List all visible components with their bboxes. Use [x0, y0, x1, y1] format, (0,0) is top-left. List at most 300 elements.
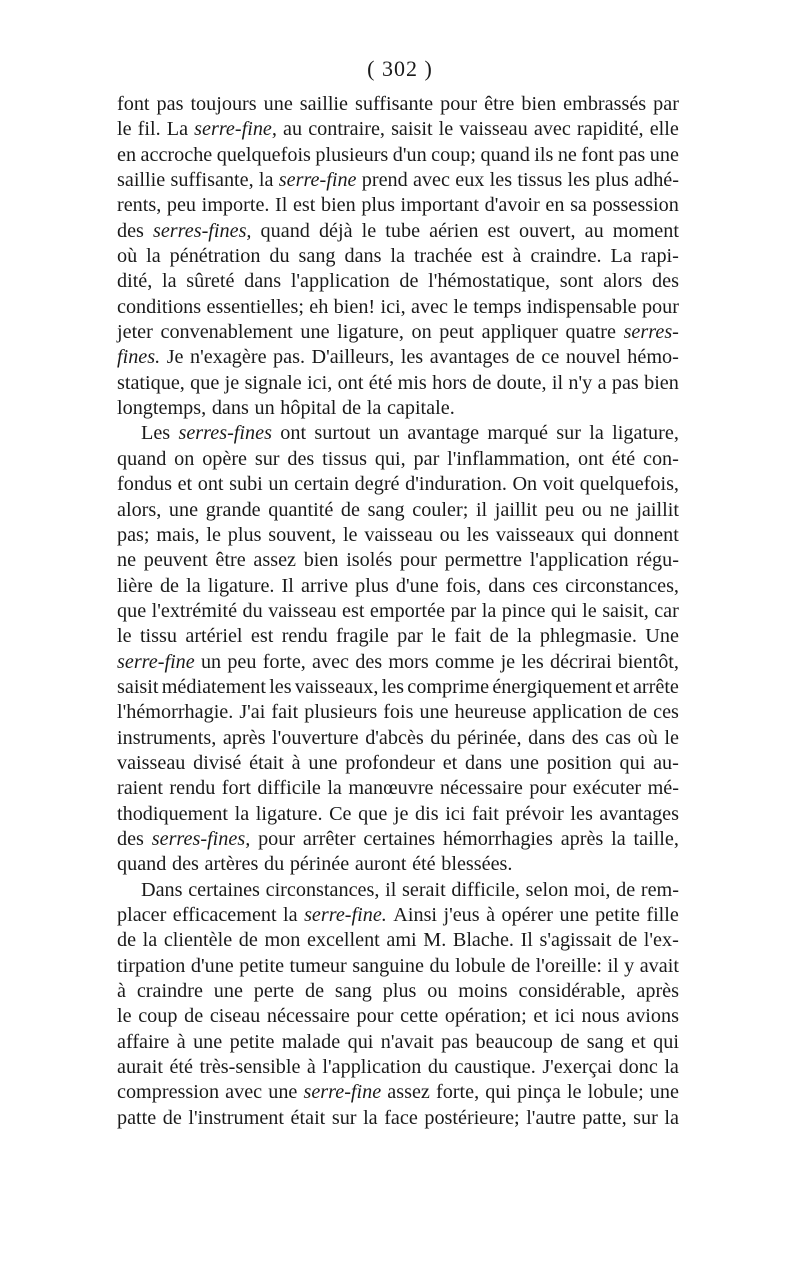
- word: mors: [388, 650, 429, 673]
- word: y: [624, 954, 635, 977]
- word: statique,: [117, 371, 185, 394]
- word: ont: [280, 422, 307, 445]
- word: forte,: [435, 1081, 480, 1104]
- word: ligature.: [255, 802, 323, 825]
- word: de: [511, 954, 531, 977]
- word: du: [430, 726, 451, 749]
- word: suffisante,: [170, 169, 254, 192]
- word: craindre.: [530, 245, 602, 268]
- word: des: [571, 726, 599, 749]
- word: Dans: [141, 878, 183, 901]
- word: ils: [534, 143, 554, 166]
- word: l'ex-: [643, 929, 679, 952]
- word: Les: [141, 422, 171, 445]
- word: excellent: [306, 929, 380, 952]
- word: phlegmasie.: [539, 625, 637, 648]
- word: Ce: [329, 802, 352, 825]
- word: le: [453, 295, 468, 318]
- word: ne: [117, 549, 137, 572]
- italic-word: serres-fines,: [151, 827, 251, 850]
- word: il: [475, 498, 488, 521]
- word: efficacement: [172, 904, 277, 926]
- word: été: [611, 447, 636, 470]
- word: signale: [244, 371, 302, 394]
- word: le: [438, 118, 454, 141]
- word: avantages: [429, 346, 510, 369]
- word: petite: [229, 1030, 275, 1053]
- word: ont: [197, 473, 224, 496]
- text-line: [117, 1004, 679, 1029]
- word: quatre: [565, 321, 616, 344]
- word: et: [615, 675, 630, 698]
- text-line: [117, 447, 679, 472]
- word: moi,: [573, 878, 611, 901]
- word: longtemps,: [117, 397, 207, 420]
- word: moins: [458, 980, 508, 1003]
- word: en: [117, 143, 137, 166]
- word: aurait: [117, 1056, 163, 1079]
- word: une: [300, 321, 330, 344]
- word: selon: [525, 878, 569, 901]
- word: pour: [440, 93, 478, 115]
- word: et: [631, 1030, 646, 1053]
- word: exécuter: [572, 777, 642, 800]
- word: con-: [643, 447, 679, 470]
- word: font: [117, 93, 150, 115]
- word: fait: [454, 625, 482, 648]
- word: contraire,: [308, 118, 385, 141]
- word: d'avoir: [484, 194, 540, 217]
- word: on: [411, 321, 432, 344]
- word: les: [269, 675, 292, 698]
- italic-word: serre-fine: [303, 1081, 382, 1104]
- word: coup;: [431, 143, 476, 166]
- word: des: [117, 827, 144, 850]
- word: l'application: [290, 270, 390, 293]
- word: quelquefois,: [579, 473, 679, 496]
- word: les: [489, 169, 513, 192]
- word: qui: [653, 1030, 679, 1053]
- italic-word: serre-fine: [117, 650, 195, 673]
- word: bien: [521, 93, 557, 115]
- text-line: [117, 1030, 679, 1055]
- word: nouvel: [565, 346, 621, 369]
- word: pour: [258, 827, 296, 850]
- word: quand: [117, 447, 167, 470]
- word: rendu: [281, 625, 328, 648]
- text-line: [117, 700, 679, 725]
- word: des: [117, 219, 144, 242]
- word: la: [142, 929, 158, 952]
- word: rapi-: [640, 245, 679, 268]
- word: s'agissait: [539, 929, 612, 952]
- word: la: [664, 1056, 679, 1079]
- word: la: [283, 904, 298, 926]
- word: marqué: [487, 422, 548, 445]
- word: important: [400, 194, 480, 217]
- word: l'instrument: [188, 1106, 284, 1129]
- word: où: [117, 245, 138, 268]
- word: tissus: [322, 447, 368, 470]
- word: raient: [117, 777, 163, 800]
- word: pas;: [117, 523, 150, 546]
- word: un: [200, 650, 222, 673]
- word: couler;: [412, 498, 469, 521]
- word: est: [250, 625, 274, 648]
- word: qui: [550, 599, 577, 622]
- word: de: [162, 1106, 182, 1129]
- word: ouvert,: [518, 219, 576, 242]
- word: à: [306, 1056, 316, 1079]
- word: périnée,: [457, 726, 522, 749]
- word: du: [269, 245, 290, 268]
- word: par: [413, 447, 440, 470]
- word: pas.: [273, 346, 306, 369]
- word: la: [327, 777, 342, 800]
- word: donnent: [613, 523, 679, 546]
- word: circonstances,: [265, 878, 380, 901]
- word: ne: [557, 143, 577, 166]
- word: plusieurs: [304, 701, 378, 724]
- word: une: [193, 1030, 223, 1053]
- word: je: [393, 802, 409, 825]
- word: peu: [166, 194, 197, 217]
- word: appliquer: [481, 321, 558, 344]
- word: de: [159, 574, 180, 597]
- word: été: [412, 853, 436, 876]
- word: ont: [337, 371, 364, 394]
- word: quelquefois: [216, 143, 311, 166]
- text-line: [117, 650, 679, 675]
- word: la: [481, 599, 497, 622]
- word: peu: [545, 498, 575, 521]
- text-line: [117, 396, 679, 421]
- word: pinça: [517, 1081, 561, 1104]
- word: de: [117, 929, 137, 952]
- word: était: [290, 1106, 326, 1129]
- word: petite: [595, 904, 640, 926]
- word: plus: [595, 169, 629, 192]
- body-text: [117, 92, 679, 1131]
- word: à: [117, 980, 126, 1003]
- word: la: [258, 169, 274, 192]
- word: qui: [347, 1030, 374, 1053]
- word: clientèle: [163, 929, 233, 952]
- word: à: [512, 245, 522, 268]
- word: le: [582, 599, 597, 622]
- word: n'exagère: [190, 346, 267, 369]
- word: la: [186, 574, 201, 597]
- word: mon: [264, 929, 301, 952]
- word: hémorrhagies: [442, 827, 553, 850]
- word: certain: [294, 473, 350, 496]
- word: ont: [578, 447, 604, 470]
- word: saisit: [391, 118, 433, 141]
- word: saillie: [299, 93, 348, 115]
- word: ou: [581, 498, 602, 521]
- word: vaisseau: [268, 599, 337, 622]
- word: certaines: [188, 878, 260, 901]
- word: plus: [361, 194, 395, 217]
- word: comprime: [407, 675, 490, 698]
- word: je: [224, 371, 240, 394]
- word: l'hémostatique,: [428, 270, 551, 293]
- word: sa: [570, 194, 587, 217]
- word: les: [570, 802, 593, 825]
- word: aérien: [429, 219, 479, 242]
- word: bien: [303, 549, 339, 572]
- word: mé-: [647, 777, 679, 800]
- text-line: [117, 498, 679, 523]
- word: fragile: [336, 625, 389, 648]
- text-line: [117, 726, 679, 751]
- word: après: [560, 827, 604, 850]
- word: sang: [586, 1030, 624, 1053]
- word: J'ai: [239, 701, 266, 724]
- word: D'ailleurs,: [311, 346, 395, 369]
- word: bien: [644, 371, 679, 394]
- word: Il: [281, 574, 294, 597]
- word: qui,: [374, 447, 406, 470]
- word: qui: [619, 751, 646, 774]
- word: car: [654, 599, 679, 622]
- word: auront: [354, 853, 407, 876]
- word: on: [174, 447, 195, 470]
- word: M.: [423, 929, 447, 952]
- word: rents,: [117, 194, 162, 217]
- word: prévoir: [505, 802, 564, 825]
- word: été: [169, 1056, 193, 1079]
- word: embrassés: [563, 93, 647, 115]
- word: toujours: [190, 93, 257, 115]
- word: convenablement: [160, 321, 293, 344]
- word: mis: [397, 371, 427, 394]
- word: surtout: [314, 422, 371, 445]
- word: d'abcès: [365, 726, 424, 749]
- word: avec: [312, 650, 350, 673]
- word: donc: [618, 1056, 658, 1079]
- word: bientôt,: [617, 650, 679, 673]
- word: l'extrémité: [151, 599, 238, 622]
- word: la: [363, 1106, 378, 1129]
- word: ami: [386, 929, 417, 952]
- word: avec: [225, 1081, 263, 1104]
- word: dans: [211, 397, 249, 420]
- text-line: [117, 168, 679, 193]
- word: pas: [618, 143, 646, 166]
- word: avec: [533, 118, 571, 141]
- word: emportée: [369, 599, 446, 622]
- word: considérable,: [518, 980, 626, 1003]
- word: il: [607, 954, 619, 977]
- word: dans: [488, 574, 526, 597]
- page-number: ( 302 ): [367, 56, 433, 81]
- word: le: [431, 625, 446, 648]
- word: fil.: [137, 118, 161, 141]
- word: un: [254, 397, 275, 420]
- word: craindre: [136, 980, 203, 1003]
- word: ligature,: [612, 422, 679, 445]
- word: thodiquement: [117, 802, 229, 825]
- word: que: [190, 371, 220, 394]
- word: dans: [465, 751, 503, 774]
- word: au: [283, 118, 303, 141]
- word: isolés: [346, 549, 393, 572]
- word: de: [628, 701, 648, 724]
- word: bien: [320, 194, 356, 217]
- word: serait: [402, 878, 446, 901]
- word: avions: [626, 1005, 679, 1028]
- word: le: [361, 219, 377, 242]
- word: une: [419, 701, 449, 724]
- text-line: [117, 827, 679, 852]
- text-line: [117, 903, 679, 928]
- word: hors: [432, 371, 467, 394]
- word: du: [427, 1056, 449, 1079]
- word: ces: [653, 701, 679, 724]
- word: tube: [385, 219, 421, 242]
- word: de: [399, 270, 419, 293]
- word: instruments,: [117, 726, 217, 749]
- word: arrêter: [302, 827, 356, 850]
- word: saisit,: [602, 599, 649, 622]
- text-line: [117, 802, 679, 827]
- word: j'eus: [443, 904, 480, 926]
- word: circonstances,: [565, 574, 679, 597]
- text-line: [117, 878, 679, 903]
- word: du: [429, 954, 450, 977]
- word: alors,: [117, 498, 162, 521]
- word: de: [616, 878, 636, 901]
- word: le: [117, 625, 132, 648]
- italic-word: fines.: [117, 346, 161, 369]
- word: certaines: [363, 827, 436, 850]
- word: coup: [138, 1005, 178, 1028]
- word: jaillit: [636, 498, 679, 521]
- word: la: [146, 245, 161, 268]
- word: profondeur: [345, 751, 435, 774]
- word: conditions: [117, 295, 202, 318]
- word: les: [400, 346, 424, 369]
- word: elle: [649, 118, 679, 141]
- text-line: [117, 193, 679, 218]
- word: fondus: [117, 473, 172, 496]
- word: était: [249, 751, 284, 774]
- word: d'induration.: [405, 473, 507, 496]
- word: sur: [633, 1106, 658, 1129]
- word: ce: [541, 346, 560, 369]
- word: après: [636, 980, 679, 1003]
- text-line: [117, 219, 679, 244]
- word: médiatement: [161, 675, 266, 698]
- word: la: [664, 1106, 679, 1129]
- word: Une: [645, 625, 679, 648]
- text-line: [117, 117, 679, 142]
- word: quantité: [268, 498, 334, 521]
- word: fort: [221, 777, 251, 800]
- word: de: [238, 929, 258, 952]
- word: vaisseaux,: [294, 675, 379, 698]
- word: l'application: [322, 1056, 422, 1079]
- word: d'une: [395, 574, 439, 597]
- text-line: [117, 371, 679, 396]
- word: blessées.: [441, 853, 513, 876]
- word: l'inflammation,: [447, 447, 571, 470]
- word: eux: [455, 169, 485, 192]
- word: avantages: [599, 802, 679, 825]
- word: tissus: [517, 169, 563, 192]
- word: pénétration: [169, 245, 261, 268]
- word: est: [342, 599, 365, 622]
- word: à: [291, 751, 301, 774]
- word: ou: [427, 980, 448, 1003]
- word: périnée: [289, 853, 350, 876]
- word: vaisseau: [117, 751, 186, 774]
- word: La: [166, 118, 189, 141]
- word: affaire: [117, 1030, 170, 1053]
- word: sur: [254, 447, 280, 470]
- word: caustique.: [454, 1056, 536, 1079]
- word: ici: [445, 802, 466, 825]
- word: ici,: [307, 371, 333, 394]
- word: les: [521, 650, 544, 673]
- word: avec: [413, 169, 450, 192]
- word: l'application: [529, 549, 629, 572]
- word: une: [263, 93, 293, 115]
- word: accroche: [140, 143, 213, 166]
- word: heureuse: [454, 701, 527, 724]
- word: des: [171, 853, 199, 876]
- word: une: [649, 143, 679, 166]
- word: position: [546, 751, 612, 774]
- word: voit: [542, 473, 575, 496]
- word: font: [581, 143, 614, 166]
- word: difficile,: [451, 878, 520, 901]
- word: essentielles;: [206, 295, 304, 318]
- word: par: [653, 93, 679, 115]
- word: il: [551, 371, 564, 394]
- italic-word: serre-fine.: [304, 904, 387, 926]
- word: ciseau: [209, 1005, 261, 1028]
- word: degré: [354, 473, 400, 496]
- word: dité,: [117, 270, 153, 293]
- word: une: [168, 498, 199, 521]
- word: le: [664, 726, 679, 749]
- word: sanguine: [352, 954, 424, 977]
- word: assez: [253, 549, 296, 572]
- word: artères: [204, 853, 259, 876]
- word: souvent,: [268, 523, 337, 546]
- text-line: [117, 776, 679, 801]
- word: rendu: [169, 777, 216, 800]
- word: avec: [411, 295, 448, 318]
- word: ligature,: [337, 321, 404, 344]
- word: sûreté: [186, 270, 235, 293]
- word: du: [263, 853, 285, 876]
- word: les: [567, 169, 590, 192]
- text-line: [117, 421, 679, 446]
- word: application: [532, 701, 623, 724]
- word: fois,: [445, 574, 482, 597]
- word: une: [308, 751, 338, 774]
- word: au: [584, 219, 604, 242]
- word: quand: [260, 219, 310, 242]
- word: artériel: [185, 625, 243, 648]
- word: placer: [117, 904, 167, 926]
- word: de: [472, 371, 492, 394]
- word: opérer: [501, 904, 554, 926]
- word: nous: [581, 1005, 620, 1028]
